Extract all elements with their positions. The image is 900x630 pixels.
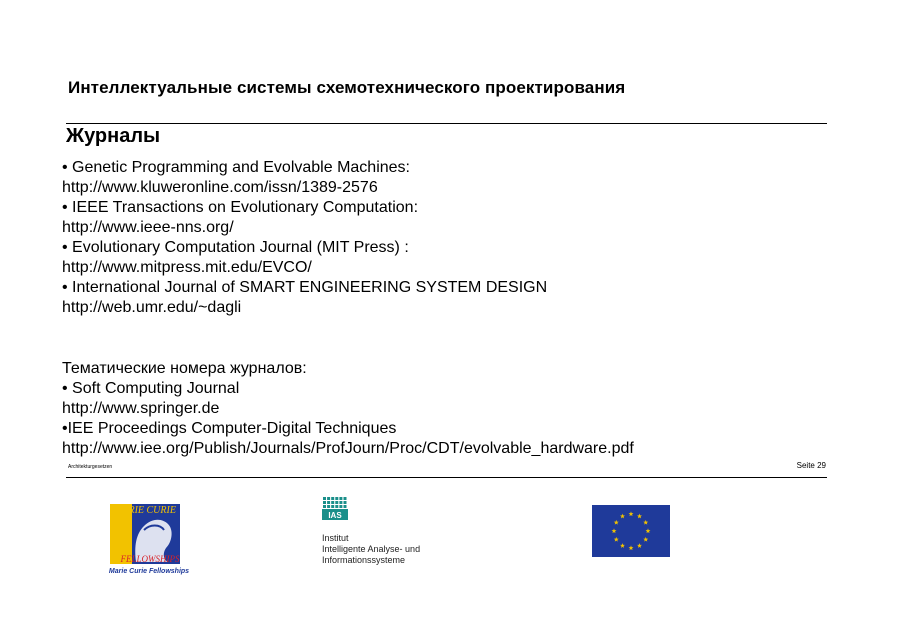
section-title: Журналы [66, 125, 161, 147]
ias-grid-square [323, 501, 326, 504]
ias-grid-square [339, 505, 342, 508]
list-item: • IEEE Transactions on Evolutionary Computation: [62, 199, 419, 216]
list-item: • Evolutionary Computation Journal (MIT Press) : [62, 239, 409, 256]
ias-mark: IAS [328, 511, 342, 520]
ias-grid-square [331, 497, 334, 500]
thematic-heading: Тематические номера журналов: [62, 360, 307, 377]
ias-grid-square [344, 497, 347, 500]
journal-url: http://www.springer.de [62, 400, 220, 417]
ias-grid-square [327, 505, 330, 508]
ias-grid-icon [323, 497, 347, 508]
eu-flag-icon [592, 505, 670, 557]
journal-url: http://www.kluweronline.com/issn/1389-2576 [62, 179, 378, 196]
journal-url: http://web.umr.edu/~dagli [62, 299, 242, 316]
journals-list [62, 158, 822, 318]
ias-grid-square [327, 501, 330, 504]
ias-line: Intelligente Analyse- und [322, 544, 421, 554]
ias-grid-square [344, 505, 347, 508]
thematic-issues-list [62, 359, 822, 459]
list-item: •IEE Proceedings Computer-Digital Techniques [62, 420, 397, 437]
logo-top-text: MARIE CURIE [114, 505, 176, 516]
ias-grid-square [344, 501, 347, 504]
list-item: • Genetic Programming and Evolvable Machines: [62, 159, 410, 176]
ias-grid-square [331, 505, 334, 508]
footer-divider [66, 477, 827, 478]
journal-url: http://www.mitpress.mit.edu/EVCO/ [62, 259, 312, 276]
header-divider [66, 123, 827, 124]
ias-grid-square [335, 497, 338, 500]
ias-grid-square [339, 497, 342, 500]
ias-grid-square [335, 501, 338, 504]
journal-url: http://www.ieee-nns.org/ [62, 219, 234, 236]
footer-note: Architekturgesetzen [68, 464, 113, 470]
journal-url: http://www.iee.org/Publish/Journals/ProfJourn/Proc/CDT/evolvable_hardware.pdf [62, 440, 634, 457]
ias-grid-square [323, 497, 326, 500]
ias-grid-square [323, 505, 326, 508]
logo-bottom-text: FELLOWSHIPS [120, 554, 180, 564]
ias-line: Informationssysteme [322, 555, 406, 565]
page-number: Seite 29 [796, 461, 826, 470]
list-item: • International Journal of SMART ENGINEERING SYSTEM DESIGN [62, 279, 548, 296]
ias-grid-square [327, 497, 330, 500]
ias-institute-name [322, 533, 420, 566]
ias-line: Institut [322, 533, 349, 543]
ias-grid-square [331, 501, 334, 504]
ias-grid-square [339, 501, 342, 504]
list-item: • Soft Computing Journal [62, 380, 240, 397]
ias-logo-icon [322, 496, 348, 520]
ias-grid-square [335, 505, 338, 508]
marie-curie-logo [96, 500, 200, 578]
marie-curie-caption: Marie Curie Fellowships [108, 568, 190, 575]
page-title: Интеллектуальные системы схемотехнического проектирования [68, 78, 626, 97]
